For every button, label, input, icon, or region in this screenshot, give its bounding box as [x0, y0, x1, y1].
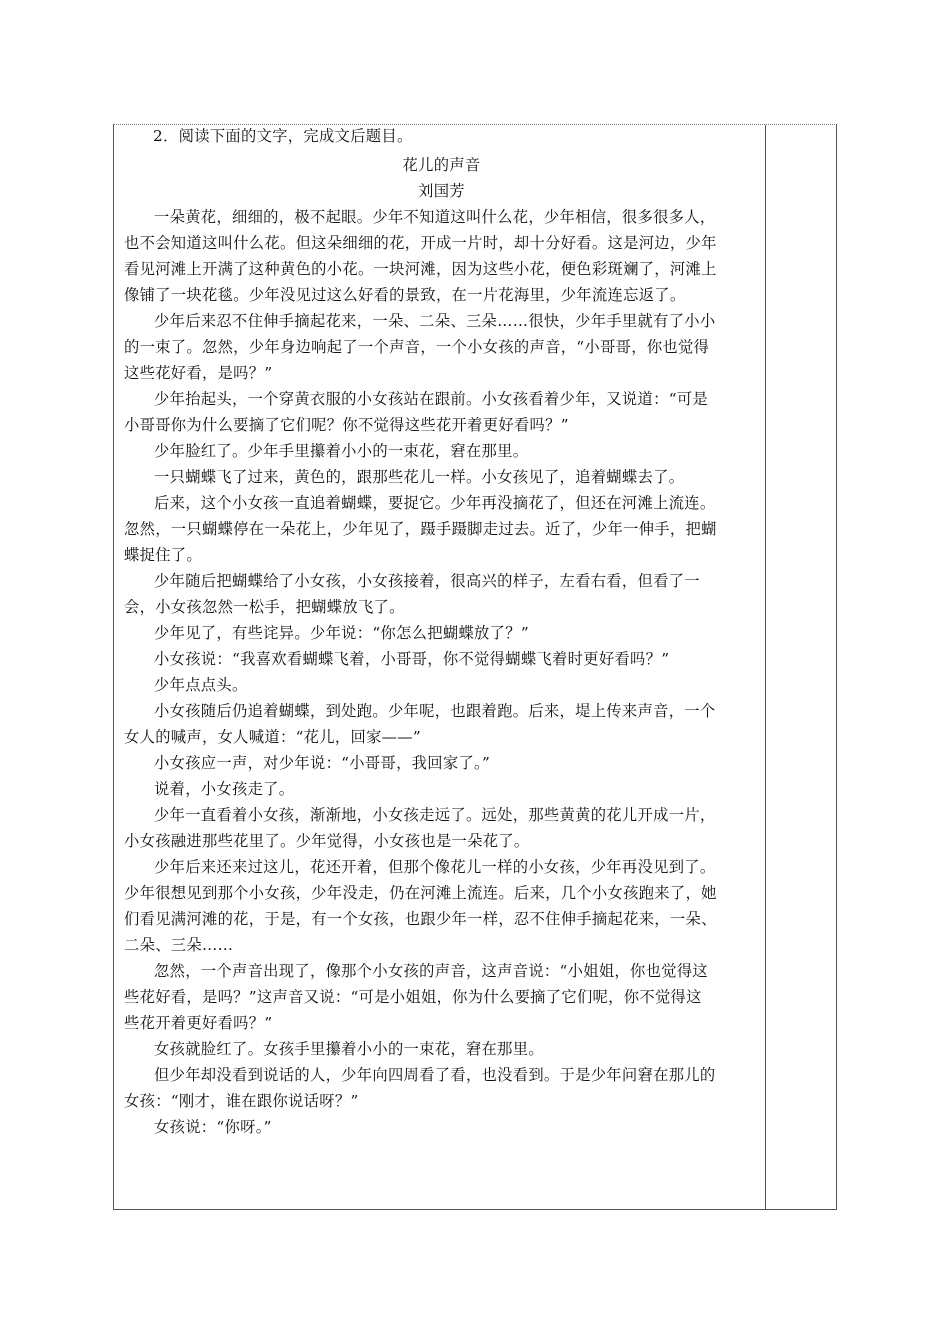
paragraph-line: 少年抬起头，一个穿黄衣服的小女孩站在跟前。小女孩看着少年，又说道：“可是 — [154, 390, 709, 408]
paragraph-line: 说着，小女孩走了。 — [154, 780, 295, 798]
paragraph-line: 小女孩应一声，对少年说：“小哥哥，我回家了。” — [154, 754, 491, 772]
paragraph-line: 少年见了，有些诧异。少年说：“你怎么把蝴蝶放了？” — [154, 624, 529, 642]
paragraph-line: 这些花好看，是吗？” — [124, 364, 273, 382]
paragraph-line: 也不会知道这叫什么花。但这朵细细的花，开成一片时，却十分好看。这是河边，少年 — [124, 234, 717, 252]
paragraph-line: 少年随后把蝴蝶给了小女孩，小女孩接着，很高兴的样子，左看右看，但看了一 — [154, 572, 700, 590]
paragraph-line: 少年脸红了。少年手里攥着小小的一束花，窘在那里。 — [154, 442, 529, 460]
paragraph-line: 些花好看，是吗？”这声音又说：“可是小姐姐，你为什么要摘了它们呢，你不觉得这 — [124, 988, 702, 1006]
text-column — [124, 125, 759, 1140]
story-author: 刘国芳 — [418, 182, 465, 200]
paragraph-line: 少年很想见到那个小女孩，少年没走，仍在河滩上流连。后来，几个小女孩跑来了，她 — [124, 884, 717, 902]
paragraph-line: 忽然，一只蝴蝶停在一朵花上，少年见了，蹑手蹑脚走过去。近了，少年一伸手，把蝴 — [124, 520, 717, 538]
paragraph-line: 女孩说：“你呀。” — [154, 1118, 272, 1136]
paragraph-line: 看见河滩上开满了这种黄色的小花。一块河滩，因为这些小花，便色彩斑斓了，河滩上 — [124, 260, 717, 278]
paragraph-line: 女人的喊声，女人喊道：“花儿，回家——” — [124, 728, 421, 746]
paragraph-line: 像铺了一块花毯。少年没见过这么好看的景致，在一片花海里，少年流连忘返了。 — [124, 286, 686, 304]
paragraph-line: 但少年却没看到说话的人，少年向四周看了看，也没看到。于是少年问窘在那儿的 — [154, 1066, 716, 1084]
paragraph-line: 少年一直看着小女孩，渐渐地，小女孩走远了。远处，那些黄黄的花儿开成一片， — [154, 806, 716, 824]
paragraph-line: 少年后来还来过这儿，花还开着，但那个像花儿一样的小女孩，少年再没见到了。 — [154, 858, 716, 876]
paragraph-line: 少年后来忍不住伸手摘起花来，一朵、二朵、三朵……很快，少年手里就有了小小 — [154, 312, 716, 330]
paragraph-line: 女孩就脸红了。女孩手里攥着小小的一束花，窘在那里。 — [154, 1040, 544, 1058]
paragraph-line: 少年点点头。 — [154, 676, 248, 694]
paragraph-line: 后来，这个小女孩一直追着蝴蝶，要捉它。少年再没摘花了，但还在河滩上流连。 — [154, 494, 716, 512]
column-divider — [765, 125, 766, 1209]
paragraph-line: 小女孩说：“我喜欢看蝴蝶飞着，小哥哥，你不觉得蝴蝶飞着时更好看吗？” — [154, 650, 670, 668]
paragraph-line: 蝶捉住了。 — [124, 546, 202, 564]
paragraph-line: 二朵、三朵…… — [124, 936, 234, 954]
paragraph-line: 一朵黄花，细细的，极不起眼。少年不知道这叫什么花，少年相信，很多很多人， — [154, 208, 716, 226]
paragraph-line: 忽然，一个声音出现了，像那个小女孩的声音，这声音说：“小姐姐，你也觉得这 — [154, 962, 709, 980]
paragraph-line: 些花开着更好看吗？” — [124, 1014, 273, 1032]
paragraph-line: 一只蝴蝶飞了过来，黄色的，跟那些花儿一样。小女孩见了，追着蝴蝶去了。 — [154, 468, 685, 486]
paragraph-line: 小女孩融进那些花里了。少年觉得，小女孩也是一朵花了。 — [124, 832, 530, 850]
paragraph-line: 女孩：“刚才，谁在跟你说话呀？” — [124, 1092, 359, 1110]
content-table — [113, 124, 837, 1210]
story-title: 花儿的声音 — [402, 156, 481, 174]
paragraph-line: 会，小女孩忽然一松手，把蝴蝶放飞了。 — [124, 598, 405, 616]
question-prompt: 2．阅读下面的文字，完成文后题目。 — [153, 127, 413, 145]
paragraph-line: 们看见满河滩的花，于是，有一个女孩，也跟少年一样，忍不住伸手摘起花来，一朵、 — [124, 910, 717, 928]
paragraph-line: 的一束了。忽然，少年身边响起了一个声音，一个小女孩的声音，“小哥哥，你也觉得 — [124, 338, 710, 356]
paragraph-line: 小哥哥你为什么要摘了它们呢？你不觉得这些花开着更好看吗？” — [124, 416, 569, 434]
paragraph-line: 小女孩随后仍追着蝴蝶，到处跑。少年呢，也跟着跑。后来，堤上传来声音，一个 — [154, 702, 716, 720]
